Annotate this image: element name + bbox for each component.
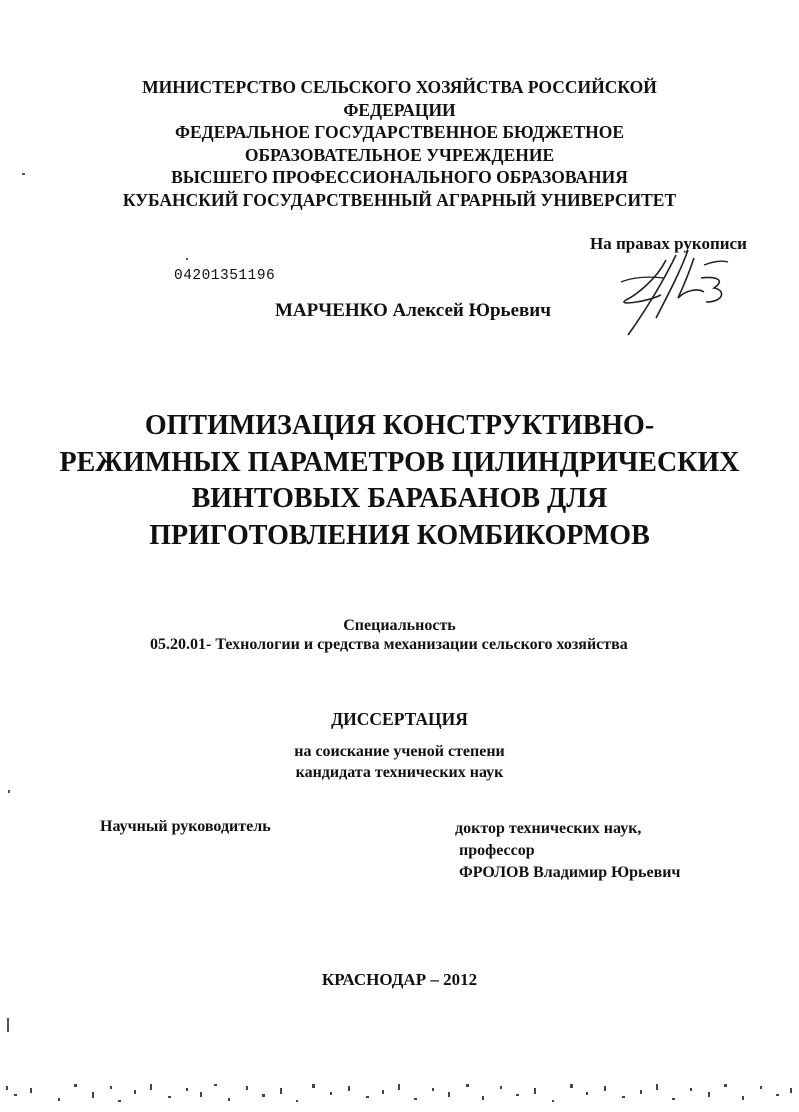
header-line: ФЕДЕРАЛЬНОЕ ГОСУДАРСТВЕННОЕ БЮДЖЕТНОЕ [174,122,625,142]
title-line: ОПТИМИЗАЦИЯ КОНСТРУКТИВНО- [144,410,655,441]
header-line: ВЫСШЕГО ПРОФЕССИОНАЛЬНОГО ОБРАЗОВАНИЯ [171,167,628,187]
header-line: КУБАНСКИЙ ГОСУДАРСТВЕННЫЙ АГРАРНЫЙ УНИВЕРСИТЕТ [122,189,677,210]
title-line: ВИНТОВЫХ БАРАБАНОВ ДЛЯ [191,483,608,514]
specialty-label: Специальность [343,617,456,634]
degree-line: на соискание ученой степени [294,743,505,760]
degree-line: кандидата технических наук [295,764,504,781]
supervisor-label: Научный руководитель [100,818,271,835]
supervisor-name: ФРОЛОВ Владимир Юрьевич [459,864,681,881]
scan-noise-strip [0,1080,799,1112]
title-line: ПРИГОТОВЛЕНИЯ КОМБИКОРМОВ [149,519,650,551]
document-type: ДИССЕРТАЦИЯ [331,709,468,729]
dissertation-title [0,408,799,554]
registration-code: 04201351196 [174,268,276,284]
scan-speck [8,790,10,793]
header-line: ФЕДЕРАЦИИ [343,99,456,120]
ministry-header [0,76,799,211]
title-line: РЕЖИМНЫХ ПАРАМЕТРОВ ЦИЛИНДРИЧЕСКИХ [59,446,740,478]
scan-speck [7,1018,9,1032]
scan-speck [22,173,25,175]
supervisor-rank: профессор [459,842,535,859]
manuscript-note: На правах рукописи [590,234,747,253]
degree-block [0,741,799,783]
supervisor-degree: доктор технических наук, [455,820,642,837]
header-line: МИНИСТЕРСТВО СЕЛЬСКОГО ХОЗЯЙСТВА РОССИЙСКОЙ [142,77,657,97]
author-name: МАРЧЕНКО Алексей Юрьевич [275,300,551,321]
header-line: ОБРАЗОВАТЕЛЬНОЕ УЧРЕЖДЕНИЕ [244,144,555,165]
scan-speck [186,258,188,260]
specialty-text: 05.20.01- Технологии и средства механизации сельского хозяйства [150,636,628,653]
city-year: КРАСНОДАР – 2012 [321,970,478,989]
supervisor-details [455,818,680,884]
handwritten-signature [606,240,736,340]
